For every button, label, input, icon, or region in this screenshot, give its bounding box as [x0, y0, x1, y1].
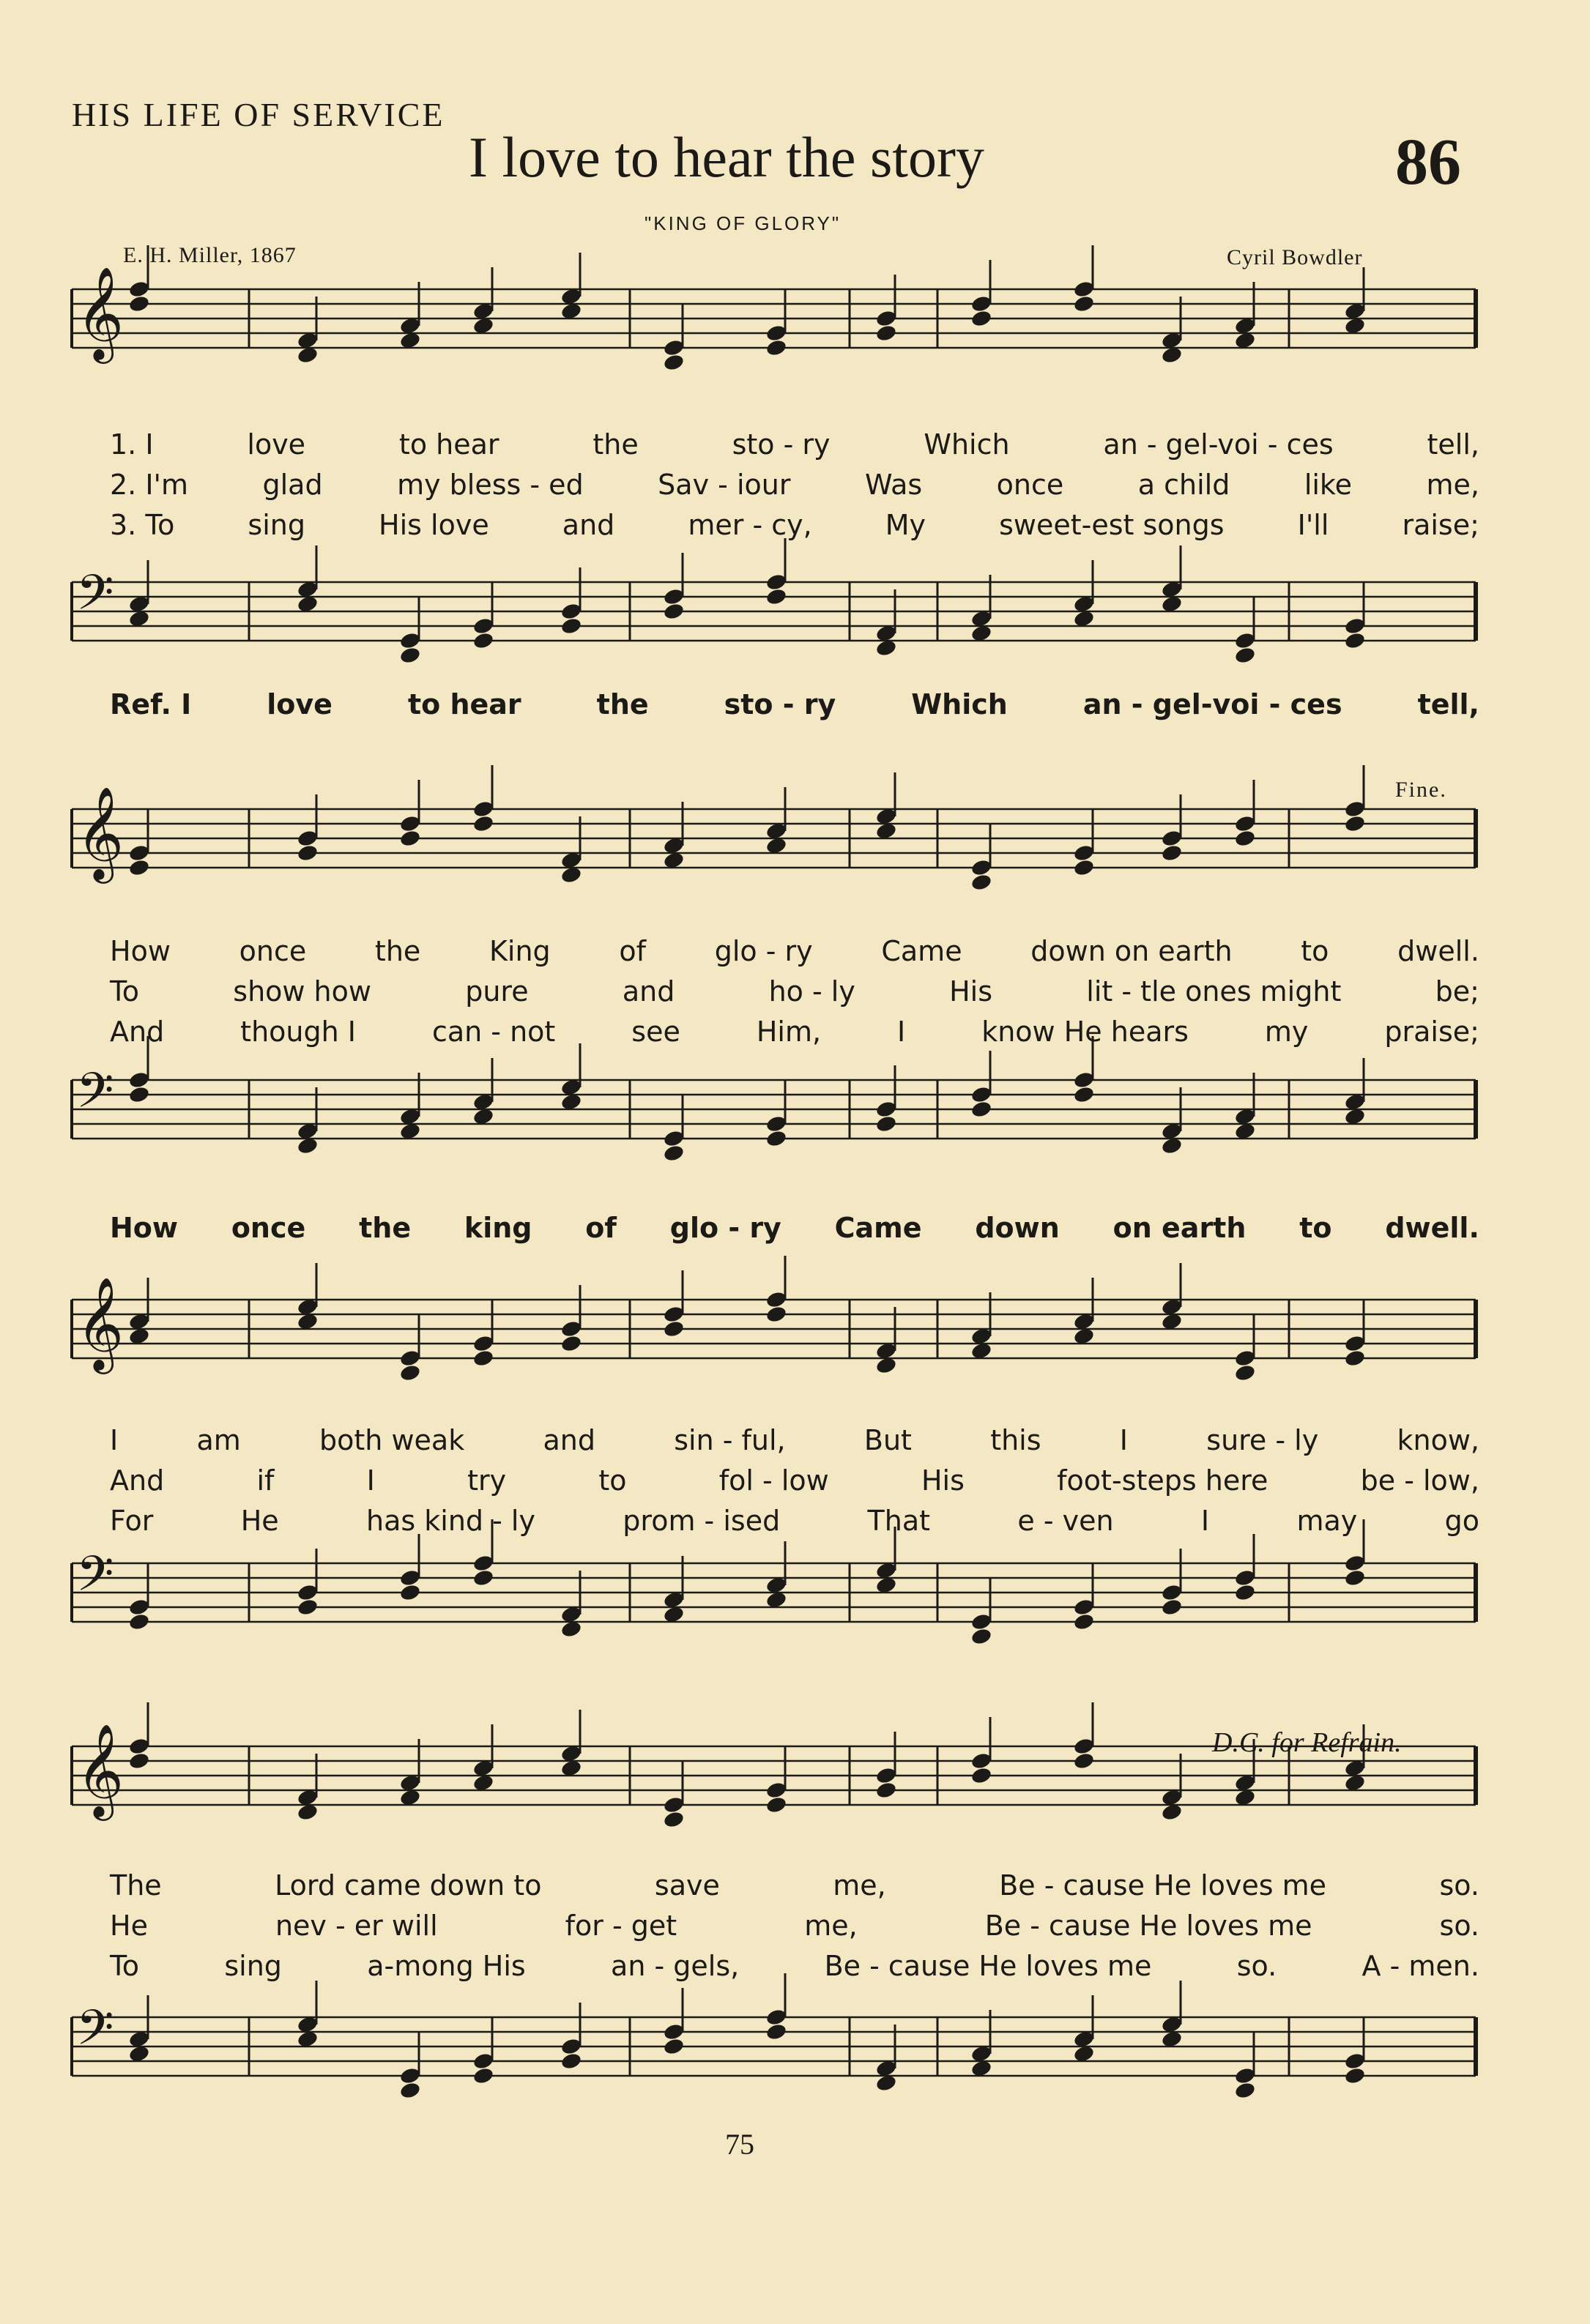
- notehead: [970, 873, 993, 892]
- notehead: [1161, 1598, 1184, 1617]
- notehead: [128, 858, 151, 877]
- notehead: [128, 1612, 151, 1631]
- notehead: [472, 1568, 495, 1587]
- refrain-line-2: How once the king of glo - ry Came down on earth to dwell.: [110, 1212, 1479, 1244]
- notehead: [765, 587, 788, 606]
- notehead: [1234, 1583, 1257, 1602]
- notehead: [1234, 2081, 1257, 2100]
- composer-credit: E. H. Miller, 1867: [123, 243, 297, 267]
- notehead: [1234, 829, 1257, 848]
- notehead: [765, 2022, 788, 2041]
- notehead: [970, 309, 993, 328]
- notehead: [663, 2037, 686, 2056]
- notehead: [765, 1795, 788, 1814]
- tune-name: "KING OF GLORY": [644, 212, 842, 234]
- notehead: [128, 1751, 151, 1770]
- notehead: [663, 1144, 686, 1163]
- notehead: [560, 2052, 583, 2071]
- notehead: [1073, 858, 1096, 877]
- notehead: [399, 829, 422, 848]
- bass-clef: 𝄢: [76, 2000, 114, 2068]
- bass-clef: 𝄢: [76, 565, 114, 633]
- bass-clef: 𝄢: [76, 1062, 114, 1131]
- verse-3-line-3: For He has kind - ly prom - ised That e - ven I may go: [110, 1505, 1479, 1537]
- verse-3-line-1: 3. To sing His love and mer - cy, My sweet-est songs I'll raise;: [110, 509, 1479, 541]
- notehead: [663, 353, 686, 372]
- notehead: [663, 602, 686, 621]
- notehead: [1234, 646, 1257, 665]
- notehead: [399, 646, 422, 665]
- notehead: [663, 1810, 686, 1829]
- notehead: [399, 1363, 422, 1382]
- notehead: [297, 843, 319, 863]
- hymn-title: I love to hear the story: [469, 125, 984, 189]
- notehead: [128, 294, 151, 313]
- verse-1-line-3: I am both weak and sin - ful, But this I sure - ly know,: [110, 1424, 1479, 1456]
- notehead: [765, 338, 788, 357]
- treble-clef: 𝄞: [76, 266, 125, 360]
- notehead: [399, 2081, 422, 2100]
- notehead: [297, 1598, 319, 1617]
- notehead: [472, 814, 495, 833]
- verse-2-line-3: And if I try to fol - low His foot-steps here be - low,: [110, 1464, 1479, 1497]
- fine-marking: Fine.: [1395, 778, 1447, 802]
- treble-clef: 𝄞: [76, 786, 125, 879]
- notehead: [1344, 814, 1367, 833]
- verse-1-line-1: 1. I love to hear the sto - ry Which an - gel-voi - ces tell,: [110, 428, 1479, 461]
- notehead: [472, 1349, 495, 1368]
- notehead: [765, 1129, 788, 1148]
- verse-1-line-4: The Lord came down to save me, Be - cause He loves me so.: [110, 1869, 1479, 1902]
- bass-clef: 𝄢: [76, 1546, 114, 1614]
- notehead: [1161, 843, 1184, 863]
- notehead: [1073, 1751, 1096, 1770]
- verse-1-line-2: How once the King of glo - ry Came down on earth to dwell.: [110, 935, 1479, 967]
- notehead: [472, 2066, 495, 2085]
- verse-3-line-2: And though I can - not see Him, I know He hears my praise;: [110, 1016, 1479, 1048]
- verse-2-line-4: He nev - er will for - get me, Be - cause He loves me so.: [110, 1910, 1479, 1942]
- refrain-line-1: Ref. I love to hear the sto - ry Which an - gel-voi - ces tell,: [110, 688, 1479, 720]
- verse-2-line-2: To show how pure and ho - ly His lit - tle ones might be;: [110, 975, 1479, 1008]
- notehead: [1344, 1568, 1367, 1587]
- notehead: [1344, 2066, 1367, 2085]
- notehead: [1344, 631, 1367, 650]
- notehead: [970, 1627, 993, 1646]
- notehead: [663, 1319, 686, 1338]
- page-number: 75: [725, 2128, 754, 2161]
- verse-3-line-4: To sing a-mong His an - gels, Be - cause He loves me so. A - men.: [110, 1950, 1479, 1982]
- notehead: [970, 1766, 993, 1785]
- notehead: [128, 1085, 151, 1104]
- notehead: [765, 1305, 788, 1324]
- dc-marking: D.C. for Refrain.: [1212, 1727, 1402, 1758]
- notehead: [875, 1114, 898, 1133]
- notehead: [1344, 1349, 1367, 1368]
- notehead: [399, 1583, 422, 1602]
- notehead: [560, 1334, 583, 1353]
- treble-clef: 𝄞: [76, 1276, 125, 1370]
- verse-2-line-1: 2. I'm glad my bless - ed Sav - iour Was once a child like me,: [110, 469, 1479, 501]
- hymn-number: 86: [1395, 126, 1461, 198]
- notehead: [560, 617, 583, 636]
- notehead: [970, 1100, 993, 1119]
- notehead: [472, 631, 495, 650]
- treble-clef: 𝄞: [76, 1723, 125, 1817]
- notehead: [1073, 1612, 1096, 1631]
- notehead: [1073, 294, 1096, 313]
- notehead: [1234, 1363, 1257, 1382]
- notehead: [875, 324, 898, 343]
- author-credit: Cyril Bowdler: [1227, 245, 1363, 269]
- notehead: [875, 1781, 898, 1800]
- section-heading: HIS LIFE OF SERVICE: [72, 96, 445, 133]
- notehead: [1073, 1085, 1096, 1104]
